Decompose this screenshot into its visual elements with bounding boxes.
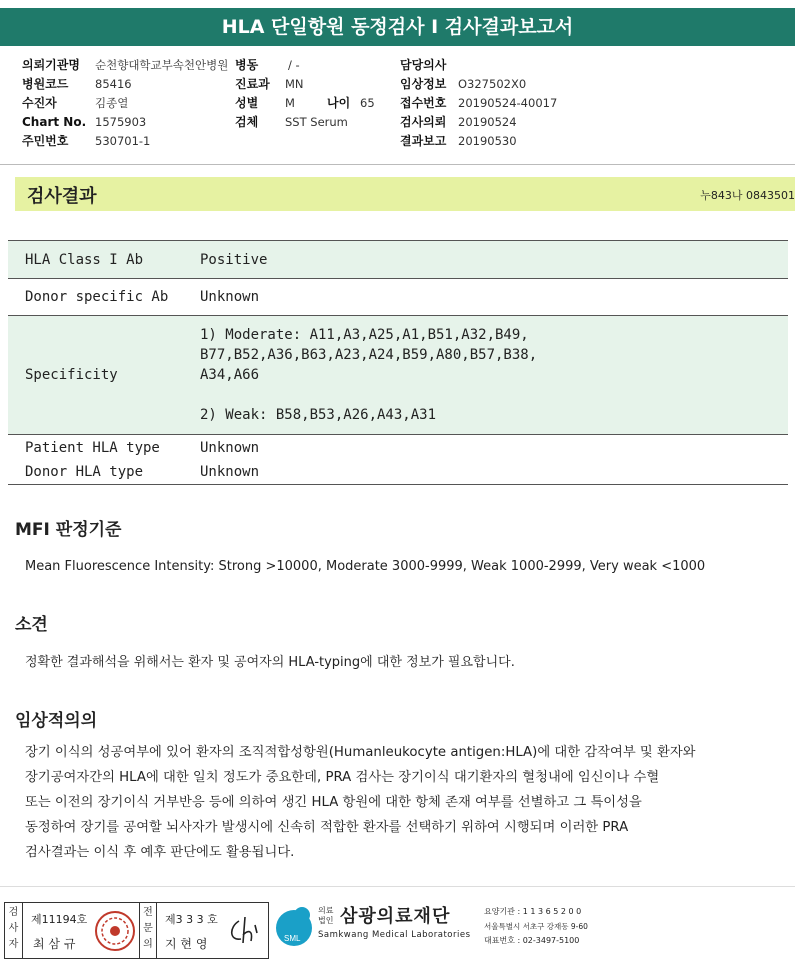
table-row [8, 279, 788, 316]
age-label: 나이 [327, 96, 351, 110]
clinical-title: 임상적의의 [15, 711, 98, 731]
clinical-text [25, 740, 696, 865]
org-tel: 대표번호 : 02-3497-5100 [484, 936, 580, 945]
footer [0, 900, 795, 967]
org-address: 서울특별시 서초구 강재동 9-60 [484, 922, 588, 931]
org-en: Samkwang Medical Laboratories [318, 930, 471, 940]
receipt-label: 접수번호 [400, 96, 447, 110]
age-value: 65 [360, 96, 375, 110]
hospital-code-label: 병원코드 [22, 77, 69, 91]
report-value: 20190530 [458, 134, 517, 148]
institution-value: 순천향대학교부속천안병원 [95, 58, 229, 72]
mfi-text: Mean Fluorescence Intensity: Strong >10000, Moderate 3000-9999, Weak 1000-2999, Very weak <1000 [25, 559, 706, 574]
footer-divider [0, 886, 795, 887]
sml-logo-icon [272, 906, 316, 950]
result-title: 검사결과 [27, 186, 97, 207]
table-row [8, 461, 788, 485]
institution-label: 의뢰기관명 [22, 58, 80, 72]
clinical-line: 장기공여자간의 HLA에 대한 일치 정도가 중요한데, PRA 검사는 장기이식 대기환자의 혈청내에 임신이나 수혈 [25, 770, 660, 785]
signature-box [4, 902, 269, 959]
request-value: 20190524 [458, 115, 517, 129]
doctor-label: 담당의사 [400, 58, 447, 72]
specificity-line: B77,B52,A36,B63,A23,A24,B59,A80,B57,B38, [200, 347, 538, 363]
clinical-line: 장기 이식의 성공여부에 있어 환자의 조직적합성항원(Humanleukocyte antigen:HLA)에 대한 감작여부 및 환자와 [25, 745, 696, 760]
specialist-label: 전문의 [139, 903, 157, 958]
org-code: 요양기관 : 1 1 3 6 5 2 0 0 [484, 907, 582, 916]
table-row [8, 435, 788, 461]
tester-label: 검사자 [5, 903, 23, 958]
opinion-title: 소견 [15, 615, 48, 635]
sml-logo [272, 906, 316, 954]
result-table [8, 240, 788, 485]
dept-label: 진료과 [235, 77, 270, 91]
row-key: Specificity [8, 316, 200, 435]
request-label: 검사의뢰 [400, 115, 447, 129]
clinical-info-label: 임상정보 [400, 77, 447, 91]
specimen-label: 검체 [235, 115, 259, 129]
tester-name: 최 삼 규 [33, 937, 76, 951]
tester-no: 제11194호 [31, 913, 88, 926]
specimen-value: SST Serum [285, 115, 348, 129]
clinical-line: 검사결과는 이식 후 예후 판단에도 활용됩니다. [25, 845, 295, 860]
row-value: Unknown [200, 435, 788, 461]
receipt-value: 20190524-40017 [458, 96, 558, 110]
ward-label: 병동 [235, 58, 259, 72]
specificity-line: 2) Weak: B58,B53,A26,A43,A31 [200, 407, 437, 423]
row-value: Unknown [200, 464, 260, 481]
patient-label: 수진자 [22, 96, 57, 110]
table-row [8, 241, 788, 279]
dept-value: MN [285, 77, 304, 91]
clinical-line: 또는 이전의 장기이식 거부반응 등에 의하여 생긴 HLA 항원에 대한 항체 존재 여부를 선별하고 그 특이성을 [25, 795, 642, 810]
row-key: Donor HLA type [25, 464, 144, 481]
opinion-text: 정확한 결과해석을 위해서는 환자 및 공여자의 HLA-typing에 대한 정보가 필요합니다. [25, 655, 515, 670]
report-title: HLA 단일항원 동정검사 I 검사결과보고서 [0, 8, 795, 46]
sex-value: M [285, 96, 295, 110]
specificity-value [200, 316, 788, 435]
hospital-code-value: 85416 [95, 77, 132, 91]
row-value: Unknown [200, 279, 788, 316]
specialist-name: 지 현 영 [165, 937, 208, 951]
patient-value: 김종열 [95, 96, 129, 110]
specificity-line: A34,A66 [200, 367, 260, 383]
result-code: 누843나 0843501 [700, 189, 795, 202]
row-key: HLA Class I Ab [8, 241, 200, 279]
specialist-no: 제3 3 3 호 [165, 913, 218, 926]
row-key: Patient HLA type [8, 435, 200, 461]
chart-value: 1575903 [95, 115, 147, 129]
mfi-title: MFI 판정기준 [15, 520, 122, 540]
sml-logo-text: SML [284, 934, 301, 943]
id-value: 530701-1 [95, 134, 151, 148]
row-value: Positive [200, 241, 788, 279]
ward-value: / - [288, 58, 300, 72]
result-bar [15, 177, 795, 211]
chart-label: Chart No. [22, 115, 87, 129]
clinical-info-value: O327502X0 [458, 77, 527, 91]
signature-icon [225, 913, 265, 949]
specificity-line: 1) Moderate: A11,A3,A25,A1,B51,A32,B49, [200, 327, 529, 343]
seal-stamp [93, 909, 137, 953]
org-prefix: 의료법인 [318, 906, 334, 925]
id-label: 주민번호 [22, 134, 69, 148]
report-label: 결과보고 [400, 134, 447, 148]
table-row [8, 316, 788, 435]
org-name: 삼광의료재단 [340, 906, 451, 927]
row-key: Donor specific Ab [8, 279, 200, 316]
divider [0, 164, 795, 165]
sex-label: 성별 [235, 96, 259, 110]
clinical-line: 동정하여 장기를 공여할 뇌사자가 발생시에 신속히 적합한 환자를 선택하기 위하여 시행되며 이러한 PRA [25, 820, 629, 835]
